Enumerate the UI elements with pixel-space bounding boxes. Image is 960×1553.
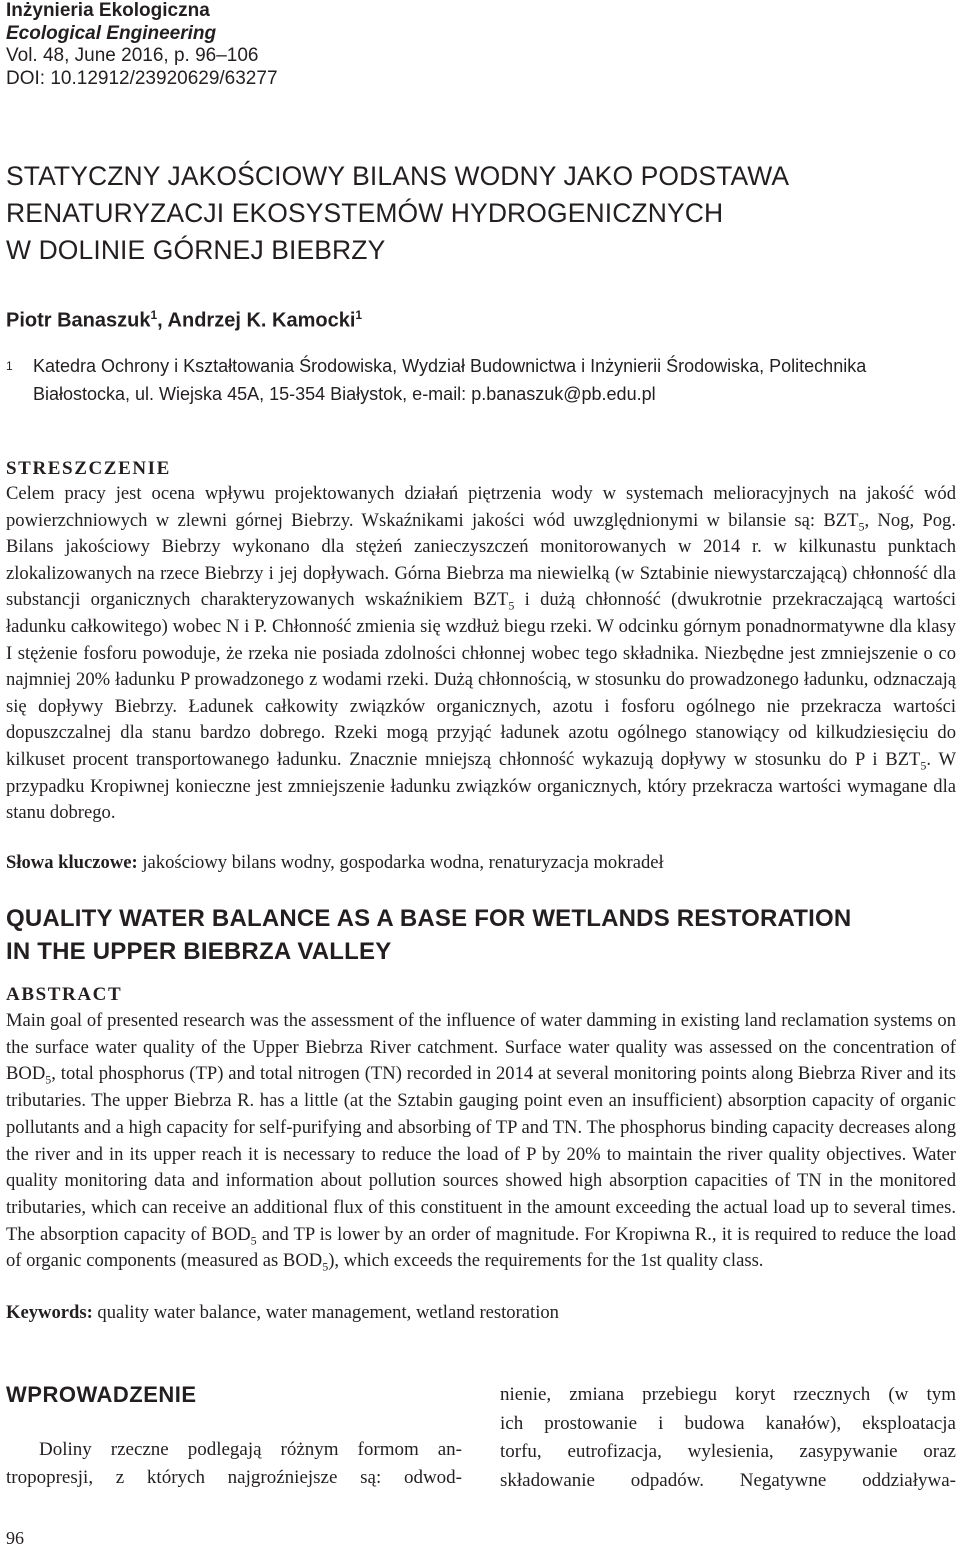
abstract-text: . W przypadku Kropiwnej konieczne jest zmniejszenie ładunku związków organicznych, który przekracza wartości wymagane dla stanu dobrego. bbox=[6, 748, 956, 824]
journal-name-en: Ecological Engineering bbox=[6, 22, 217, 44]
abstract-pl-heading: STRESZCZENIE bbox=[6, 458, 171, 479]
keywords-text: jakościowy bilans wodny, gospodarka wodna, renaturyzacja mokradeł bbox=[137, 852, 664, 873]
affiliation-mark: 1 bbox=[355, 308, 363, 322]
title-line: RENATURYZACJI EKOSYSTEMÓW HYDROGENICZNYCH bbox=[6, 198, 724, 228]
author-name: Piotr Banaszuk bbox=[6, 309, 151, 332]
author-name: Andrzej K. Kamocki bbox=[167, 309, 356, 332]
abstract-pl-body bbox=[6, 481, 956, 827]
subscript: 5 bbox=[920, 758, 927, 773]
abstract-en-heading: ABSTRACT bbox=[6, 984, 123, 1005]
body-column-right bbox=[500, 1381, 956, 1495]
abstract-text: , total phosphorus (TP) and total nitrogen (TN) recorded in 2014 at several monitoring points along Biebrza River and its tributaries. The upper Biebrza R. has a little (at the Sztabin gauging point even an insufficient) absorption capacity of organic pollutants and a high capacity for self-purifying and absorbing of TP and TN. The phosphorus binding capacity decreases along the river and in its upper reach it is necessary to reduce the load of P by 20% to maintain the river quality objectives. Water quality monitoring data and information about pollution sources showed high absorption capacities of TN in the monitored tributaries, which can receive an additional flux of this constituent in the amount exceeding the actual load up to several times. The absorption capacity of BOD bbox=[6, 1063, 956, 1245]
body-line: składowanie odpadów. Negatywne oddziaływa- bbox=[500, 1469, 956, 1491]
title-line: QUALITY WATER BALANCE AS A BASE FOR WETLANDS RESTORATION bbox=[6, 905, 852, 932]
subscript: 5 bbox=[322, 1260, 329, 1275]
authors bbox=[6, 308, 362, 333]
keywords-label: Keywords: bbox=[6, 1302, 93, 1323]
affiliation-line: Białostocka, ul. Wiejska 45A, 15-354 Białystok, e-mail: p.banaszuk@pb.edu.pl bbox=[33, 384, 656, 404]
affiliation bbox=[6, 352, 951, 408]
article-title-pl bbox=[6, 158, 946, 269]
body-line: torfu, eutrofizacja, wylesienia, zasypywanie oraz bbox=[500, 1441, 956, 1462]
subscript: 5 bbox=[858, 519, 865, 534]
abstract-text: i dużą chłonność (dwukrotnie przekraczającą wartości ładunku całkowitego) wobec N i P. Chłonność zmienia się wzdłuż biegu rzeki. W odcinku górnym ponadnormatywne dla klasy I stężenie fosforu powoduje, że rzeka nie posiada zdolności chłonnej wobec tego składnika. Niezbędne jest zmniejszenie o co najmniej 20% ładunku P prowadzonego z wodami rzeki. Dużą chłonnością, w stosunku do prowadzonego ładunku, odznaczają się dopływy Biebrzy. Ładunek całkowity związków organicznych, azotu i fosforu ogólnego nie przekracza wartości dopuszczalnej dla stanu bardzo dobrego. Rzeki mogą przyjąć ładunek azotu ogólnego stanowiący od kilkudziesięciu do kilkuset procent transportowanego ładunku. Znacznie mniejszą chłonność wykazują dopływy w stosunku do P i BZT bbox=[6, 589, 956, 770]
journal-name-pl: Inżynieria Ekologiczna bbox=[6, 0, 210, 21]
journal-header bbox=[6, 0, 278, 90]
subscript: 5 bbox=[250, 1233, 257, 1248]
keywords-label: Słowa kluczowe: bbox=[6, 852, 138, 873]
author-separator: , bbox=[157, 309, 168, 332]
body-line: Doliny rzeczne podlegają różnym formom an- bbox=[39, 1439, 462, 1460]
journal-doi: DOI: 10.12912/23920629/63277 bbox=[6, 67, 278, 89]
title-line: STATYCZNY JAKOŚCIOWY BILANS WODNY JAKO PODSTAWA bbox=[6, 161, 790, 191]
article-title-en bbox=[6, 902, 851, 968]
affiliation-mark: 1 bbox=[6, 359, 13, 373]
body-line: nienie, zmiana przebiegu koryt rzecznych (w tym bbox=[500, 1384, 956, 1405]
abstract-en-body bbox=[6, 1008, 956, 1275]
abstract-text: Celem pracy jest ocena wpływu projektowanych działań piętrzenia wody w systemach melioracyjnych na jakość wód powierzchniowych w zlewni górnej Biebrzy. Wskaźnikami jakości wód uwzględnionymi w bilansie są: BZT bbox=[6, 483, 956, 531]
page-number: 96 bbox=[6, 1528, 24, 1548]
section-heading-intro: WPROWADZENIE bbox=[6, 1382, 197, 1407]
abstract-text: Main goal of presented research was the assessment of the influence of water damming in existing land reclamation systems on the surface water quality of the Upper Biebrza River catchment. Surface water quality was assessed on the concentration of BOD bbox=[6, 1010, 956, 1085]
keywords-text: quality water balance, water management, wetland restoration bbox=[92, 1302, 559, 1323]
body-line: ich prostowanie i budowa kanałów), eksploatacja bbox=[500, 1412, 956, 1434]
title-line: IN THE UPPER BIEBRZA VALLEY bbox=[6, 938, 392, 965]
abstract-text: and TP is lower by an order of magnitude. For Kropiwna R., it is required to reduce the load of organic components (measured as BOD bbox=[6, 1223, 956, 1272]
keywords-en bbox=[6, 1302, 956, 1324]
journal-volume: Vol. 48, June 2016, p. 96–106 bbox=[6, 45, 259, 66]
abstract-text: , Nog, Pog. Bilans jakościowy Biebrzy wykonano dla stężeń zanieczyszczeń monitorowanych w 2014 r. w kilkunastu punktach zlokalizowanych na rzece Biebrzy i jej dopływach. Górna Biebrza ma niewielką (w Sztabinie niewystarczającą) chłonność dla substancji organicznych charakteryzowanych wskaźnikiem BZT bbox=[6, 509, 956, 611]
affiliation-mark: 1 bbox=[150, 308, 158, 322]
subscript: 5 bbox=[508, 599, 515, 614]
abstract-text: ), which exceeds the requirements for the 1st quality class. bbox=[328, 1250, 764, 1272]
title-line: W DOLINIE GÓRNEJ BIEBRZY bbox=[6, 235, 386, 265]
body-line: tropopresji, z których najgroźniejsze są: odwod- bbox=[6, 1467, 462, 1488]
keywords-pl bbox=[6, 852, 956, 874]
subscript: 5 bbox=[45, 1073, 52, 1088]
body-column-left bbox=[6, 1436, 462, 1492]
affiliation-line: Katedra Ochrony i Kształtowania Środowiska, Wydział Budownictwa i Inżynierii Środowiska, Politechnika bbox=[33, 356, 867, 376]
